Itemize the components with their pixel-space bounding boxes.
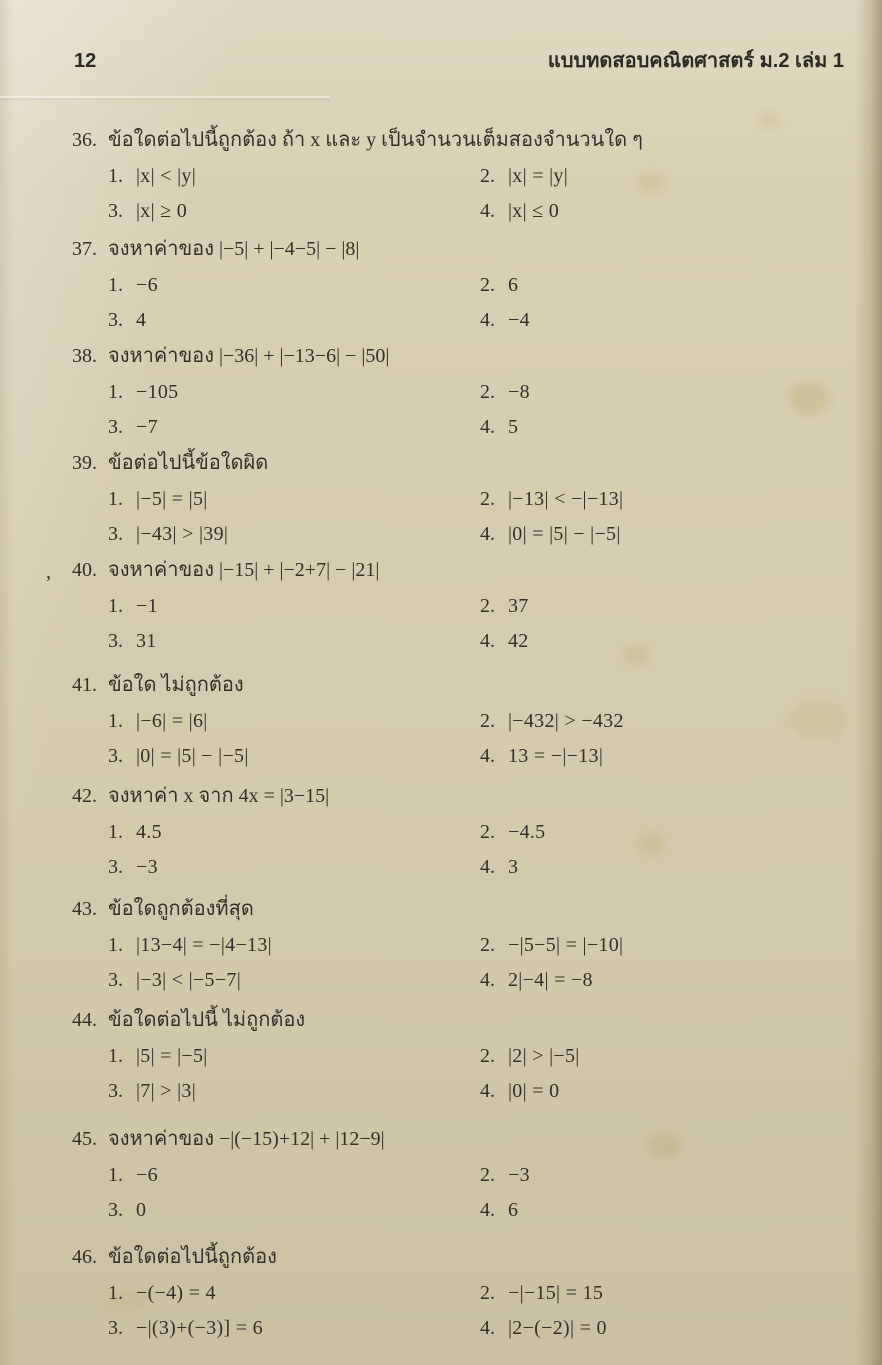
question-43 [72, 891, 856, 998]
question-prompt: ข้อใด ไม่ถูกต้อง [108, 674, 244, 696]
option-2: 2. −3 [480, 1164, 530, 1186]
option-1: 1. −1 [108, 595, 158, 617]
option-3: 3. |−43| > |39| [108, 523, 229, 545]
question-46 [72, 1239, 856, 1346]
question-number: 46. [72, 1246, 97, 1268]
question-line [72, 231, 856, 268]
question-line [72, 1239, 856, 1276]
question-line [72, 1002, 856, 1039]
question-prompt: ข้อใดต่อไปนี้ถูกต้อง [108, 1246, 277, 1268]
option-row [72, 375, 856, 410]
option-row [72, 517, 856, 552]
question-prompt: จงหาค่า x จาก 4x = |3−15| [108, 785, 330, 807]
question-prompt: จงหาค่าของ |−5| + |−4−5| − |8| [108, 238, 360, 260]
option-row [72, 1074, 856, 1109]
question-37 [72, 231, 856, 338]
option-3: 3. 4 [108, 309, 147, 331]
option-4: 4. |0| = 0 [480, 1080, 560, 1102]
option-1: 1. |5| = |−5| [108, 1045, 208, 1067]
option-row [72, 589, 856, 624]
question-line [72, 667, 856, 704]
question-44 [72, 1002, 856, 1109]
option-2: 2. 37 [480, 595, 529, 617]
option-3: 3. |0| = |5| − |−5| [108, 745, 249, 767]
option-row [72, 482, 856, 517]
question-42 [72, 778, 856, 885]
option-row [72, 1158, 856, 1193]
option-row [72, 928, 856, 963]
question-41 [72, 667, 856, 774]
option-4: 4. |2−(−2)| = 0 [480, 1317, 607, 1339]
option-row [72, 194, 856, 229]
question-number: 45. [72, 1128, 97, 1150]
option-2: 2. −|5−5| = |−10| [480, 934, 624, 956]
option-1: 1. 4.5 [108, 821, 162, 843]
option-4: 4. 13 = −|−13| [480, 745, 604, 767]
option-3: 3. |x| ≥ 0 [108, 200, 188, 222]
option-2: 2. 6 [480, 274, 519, 296]
option-row [72, 815, 856, 850]
option-2: 2. −4.5 [480, 821, 546, 843]
option-2: 2. |x| = |y| [480, 165, 568, 187]
option-2: 2. |−432| > −432 [480, 710, 624, 732]
option-3: 3. |7| > |3| [108, 1080, 196, 1102]
question-line [72, 338, 856, 375]
question-prompt: จงหาค่าของ −|(−15)+12| + |12−9| [108, 1128, 385, 1150]
option-4: 4. 5 [480, 416, 519, 438]
option-1: 1. |−5| = |5| [108, 488, 208, 510]
question-line [72, 891, 856, 928]
option-row [72, 624, 856, 659]
option-4: 4. 3 [480, 856, 519, 878]
question-prompt: ข้อใดต่อไปนี้ ไม่ถูกต้อง [108, 1009, 306, 1031]
option-3: 3. |−3| < |−5−7| [108, 969, 242, 991]
page-number: 12 [74, 50, 97, 72]
option-1: 1. |13−4| = −|4−13| [108, 934, 272, 956]
option-4: 4. |0| = |5| − |−5| [480, 523, 621, 545]
option-1: 1. |x| < |y| [108, 165, 196, 187]
option-row [72, 1193, 856, 1228]
question-number: 44. [72, 1009, 97, 1031]
option-row [72, 159, 856, 194]
question-line [72, 778, 856, 815]
question-line [72, 1121, 856, 1158]
option-3: 3. −3 [108, 856, 158, 878]
question-prompt: จงหาค่าของ |−36| + |−13−6| − |50| [108, 345, 390, 367]
option-row [72, 704, 856, 739]
stray-comma-mark: , [46, 561, 51, 583]
option-4: 4. 42 [480, 630, 529, 652]
question-number: 36. [72, 129, 97, 151]
option-2: 2. −|−15| = 15 [480, 1282, 604, 1304]
option-4: 4. |x| ≤ 0 [480, 200, 560, 222]
question-39 [72, 445, 856, 552]
question-line [72, 445, 856, 482]
option-1: 1. −(−4) = 4 [108, 1282, 216, 1304]
option-4: 4. −4 [480, 309, 530, 331]
option-row [72, 303, 856, 338]
book-title: แบบทดสอบคณิตศาสตร์ ม.2 เล่ม 1 [547, 50, 844, 72]
option-row [72, 850, 856, 885]
option-row [72, 1311, 856, 1346]
question-36 [72, 122, 856, 229]
option-1: 1. |−6| = |6| [108, 710, 208, 732]
paper-crease [0, 96, 330, 98]
option-row [72, 963, 856, 998]
option-row [72, 410, 856, 445]
option-3: 3. −7 [108, 416, 158, 438]
option-3: 3. 0 [108, 1199, 147, 1221]
option-3: 3. −|(3)+(−3)] = 6 [108, 1317, 263, 1339]
question-45 [72, 1121, 856, 1228]
question-number: 43. [72, 898, 97, 920]
question-number: 40. [72, 559, 97, 581]
option-row [72, 739, 856, 774]
page-header [0, 44, 882, 76]
option-1: 1. −6 [108, 1164, 158, 1186]
option-row [72, 1276, 856, 1311]
question-number: 37. [72, 238, 97, 260]
question-prompt: ข้อใดต่อไปนี้ถูกต้อง ถ้า x และ y เป็นจำนวนเต็มสองจำนวนใด ๆ [108, 129, 643, 151]
option-2: 2. −8 [480, 381, 530, 403]
option-3: 3. 31 [108, 630, 157, 652]
question-number: 39. [72, 452, 97, 474]
question-number: 42. [72, 785, 97, 807]
question-number: 38. [72, 345, 97, 367]
option-1: 1. −105 [108, 381, 179, 403]
option-1: 1. −6 [108, 274, 158, 296]
option-2: 2. |−13| < −|−13| [480, 488, 624, 510]
question-prompt: ข้อต่อไปนี้ข้อใดผิด [108, 452, 269, 474]
question-prompt: ข้อใดถูกต้องที่สุด [108, 898, 254, 920]
question-number: 41. [72, 674, 97, 696]
question-list [0, 122, 882, 1346]
question-40 [46, 552, 856, 659]
option-row [72, 1039, 856, 1074]
question-prompt: จงหาค่าของ |−15| + |−2+7| − |21| [108, 559, 380, 581]
option-4: 4. 6 [480, 1199, 519, 1221]
option-2: 2. |2| > |−5| [480, 1045, 580, 1067]
question-line [72, 122, 856, 159]
question-line [46, 552, 856, 589]
question-38 [72, 338, 856, 445]
option-4: 4. 2|−4| = −8 [480, 969, 593, 991]
option-row [72, 268, 856, 303]
